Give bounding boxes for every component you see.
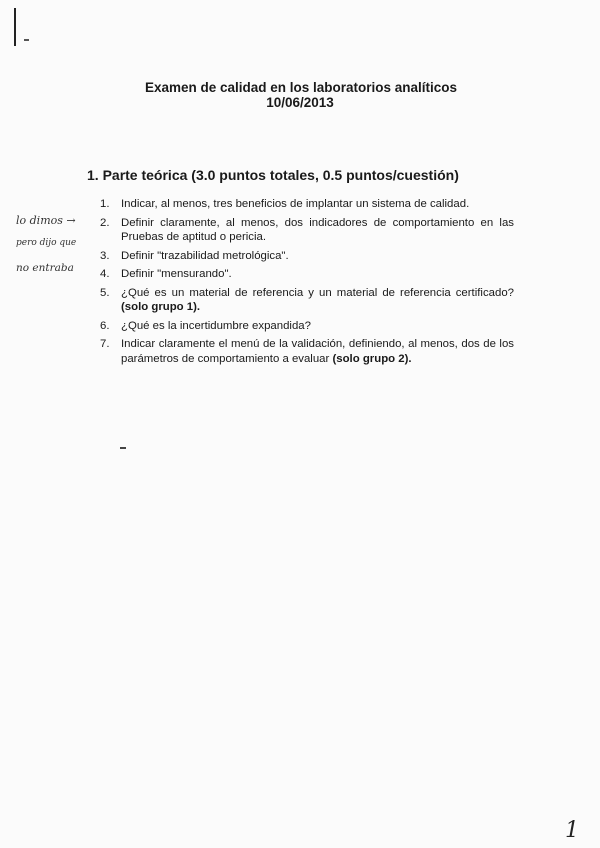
handwritten-note-line2: pero dijo que — [16, 238, 77, 248]
question-text: Indicar claramente el menú de la validación, definiendo, al menos, dos de los parámetros de comportamiento a evaluar — [121, 338, 514, 365]
question-group: (solo grupo 2). — [332, 352, 412, 365]
question-number: 6. — [100, 319, 110, 332]
question-text: Definir "mensurando". — [121, 268, 232, 280]
question-number: 5. — [100, 286, 110, 299]
handwritten-page-number: 1 — [565, 818, 579, 843]
question-number: 3. — [100, 249, 110, 262]
question-text: ¿Qué es la incertidumbre expandida? — [121, 319, 311, 332]
question-number: 7. — [100, 338, 110, 350]
question-number: 1. — [100, 198, 110, 210]
question-7 — [100, 337, 514, 366]
handwritten-note-line1: lo dimos → — [16, 214, 76, 227]
question-text: Indicar, al menos, tres beneficios de implantar un sistema de calidad. — [121, 198, 470, 210]
header — [0, 80, 600, 110]
question-6 — [100, 319, 514, 334]
question-text: Definir "trazabilidad metrológica". — [121, 249, 289, 262]
question-5 — [100, 286, 514, 315]
exam-date: 10/06/2013 — [266, 95, 334, 110]
exam-title: Examen de calidad en los laboratorios analíticos — [144, 80, 458, 95]
question-2 — [100, 216, 514, 245]
question-group: (solo grupo 1). — [121, 301, 201, 313]
section-heading: 1. Parte teórica (3.0 puntos totales, 0.5 puntos/cuestión) — [87, 167, 459, 183]
question-3 — [100, 249, 514, 264]
margin-pen-tick — [24, 39, 29, 41]
question-1 — [100, 197, 514, 212]
question-4 — [100, 267, 514, 282]
handwritten-note-line3: no entraba — [16, 262, 74, 274]
question-number: 4. — [100, 268, 110, 280]
stray-pen-mark — [120, 447, 126, 449]
question-text: Definir claramente, al menos, dos indicadores de comportamiento en las Pruebas de aptitud o pericia. — [121, 216, 514, 243]
margin-pen-line — [14, 8, 16, 46]
question-number: 2. — [100, 216, 110, 229]
question-list — [100, 197, 514, 370]
question-text: ¿Qué es un material de referencia y un material de referencia certificado? — [121, 286, 514, 299]
